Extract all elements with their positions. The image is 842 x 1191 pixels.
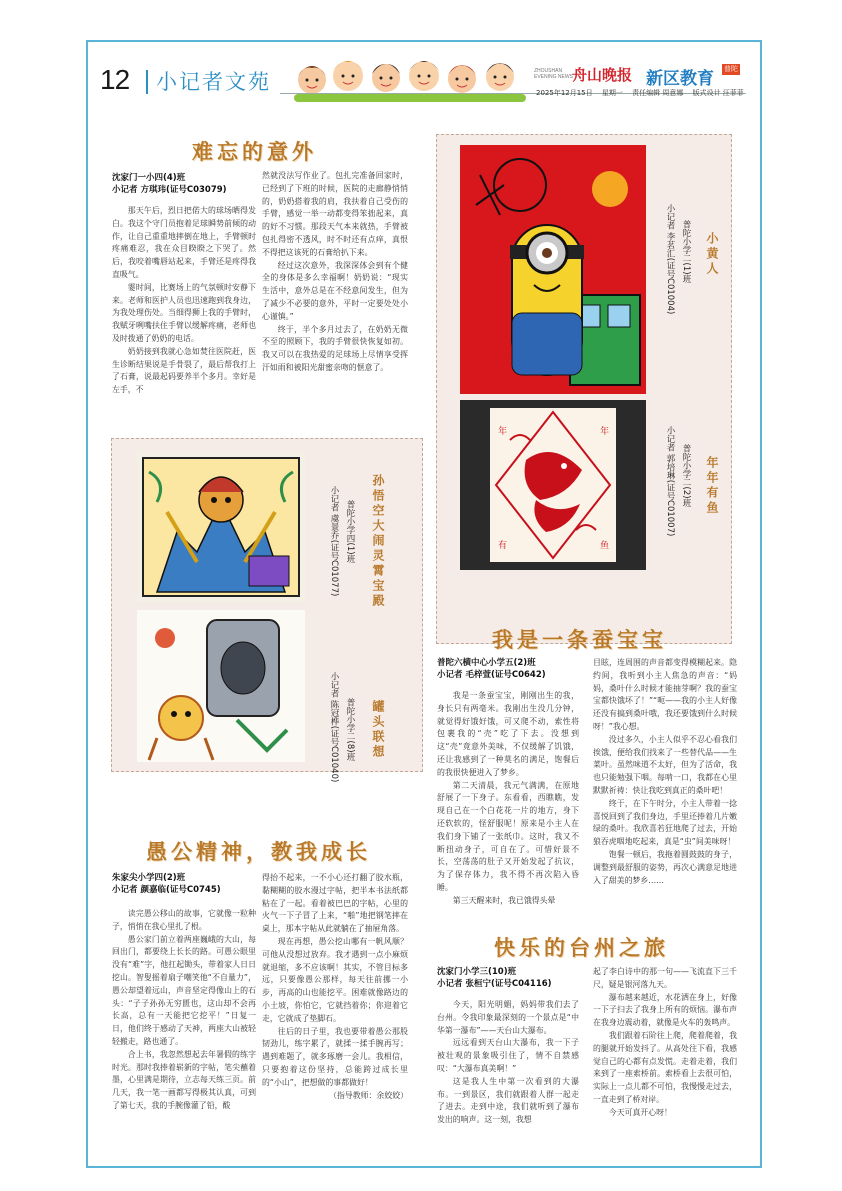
article-byline: 沈家门一小四(4)班 小记者 方琪玮(证号C03079) xyxy=(112,173,227,195)
editor-credit: 责任编辑 周意娜 xyxy=(632,89,684,97)
artwork-reporter: 小记者 李茗汇(证号C01004) xyxy=(665,204,675,315)
article-title: 愚公精神，教我成长 xyxy=(146,839,371,864)
article-body-col2: 得抬不起来，一不小心还打翻了胶水瓶，黏糊糊的胶水漫过字帖，把半本书法纸都粘在了一起。看着被巴巴的字帖，心里的火气一下子冒了上来，“啪”地把钢笔摔在桌上，那本字帖从此就躺在了抽屉角落。 现在再想，愚公挖山哪有一帆风顺？可他从没想过放弃。我才遇到一点小麻烦就退缩，多不应该啊！其实，不管目标多远，只要像愚公那样，每天往前挪一小步，再高的山也能挖平。困难就像路边的小土坡，你怕它，它就挡着你；你迎着它走，它就成了垫脚石。 往后的日子里，我也要带着愚公那股韧劲儿，练字累了，就揉一揉手腕再写；遇到难题了，就多琢磨一会儿。我相信，只要抱着这份坚持，总能跨过成长里的“小山”，把想做的事都做好！ （指导教师：余姣姣） xyxy=(262,872,408,1102)
article-title: 我是一条蚕宝宝 xyxy=(492,627,667,652)
artwork-can-imagination xyxy=(137,610,305,762)
masthead-english: ZHOUSHAN EVENING NEWS xyxy=(534,68,573,80)
issue-meta xyxy=(536,88,751,98)
artwork-title: 孙悟空大闹灵霄宝殿 xyxy=(371,474,385,609)
article-title: 难忘的意外 xyxy=(192,139,317,164)
papercut-corner-char: 鱼 xyxy=(600,541,610,551)
article-title: 快乐的台州之旅 xyxy=(494,935,669,960)
article-body-col1: 我是一条蚕宝宝，刚刚出生的我，身长只有两毫米。我刚出生没几分钟，就觉得好饿好饿，可又爬不动，索性将包裹我的“壳”吃了下去。没想到这“壳”竟意外美味，不仅缓解了饥饿，还让我感到了一种莫名的满足，饱餐后的我很快便进入了梦乡。 第二天清晨，我元气满满，在原地舒展了一下身子。东看看，西瞧瞧，发现自己在一个白花花一片的地方，身下还软软的，怪舒服呢！原来是小主人在我们身下铺了一张纸巾。这时，我又不断扭动身子，可自在了。可惜好景不长，空荡荡的肚子又开始发起了抗议，为了保存体力，我不得不再次陷入昏睡。 第三天醒来时，我已饿得头晕 xyxy=(437,691,579,905)
artwork-school: 普陀小学四(1)班 xyxy=(345,500,355,564)
artwork-title: 罐头联想 xyxy=(371,700,385,760)
issue-weekday: 星期一 xyxy=(601,89,623,97)
artwork-reporter: 小记者 陈冠桦(证号C01040) xyxy=(329,672,339,783)
article-byline: 朱家尖小学四(2)班 小记者 颜嘉临(证号C0745) xyxy=(112,873,221,895)
column-title: 小记者文苑 xyxy=(156,70,271,94)
article-body-col1: 那天午后，烈日把偌大的球场晒得发白。我这个守门员抱着足球瞬势前倾的动作，让自己重重地摔倒在地上，手臂顿时疼痛难忍，我在众目睽睽之下哭了。然后，我咬着嘴唇站起来，手臂还是疼得我直吸气。 霎时间，比赛场上的气氛顿时安静下来。老师和医护人员也迅速跑到我身边，为我处理伤处。当细得狮上我的手臂时，我赋牙咧嘴扶住手臂以缓解疼痛，老师也及时拨通了奶奶的电话。 奶奶接到我就心急如焚往医院赶，医生诊断结果说是手骨裂了，最后帮我打上了石膏，说最起码要养半个多月。幸好是左手，不 xyxy=(112,206,256,395)
teacher-credit: （指导教师：余姣姣） xyxy=(329,1090,408,1100)
children-illustration xyxy=(290,50,530,104)
article-byline: 沈家门小学三(10)班 小记者 张桓宁(证号C04116) xyxy=(437,967,552,989)
article-body-col1: 今天，阳光明媚，妈妈带我们去了台州。令我印象最深刻的一个景点是“中华第一瀑布”——天台山大瀑布。 远远看到天台山大瀑布，我一下子被壮观的景象吸引住了，情不自禁感叹：“大瀑布真美啊！” 这是我人生中第一次看到的大瀑布。一到景区，我们就跟着人群一起走了进去。走到中途，我们就听到了瀑布发出的响声。这一刻，我想 xyxy=(437,1000,579,1125)
papercut-corner-char: 有 xyxy=(498,541,508,551)
artwork-title: 小黄人 xyxy=(705,232,719,277)
papercut-corner-char: 年 xyxy=(498,427,508,437)
artwork-monkey-king xyxy=(137,452,305,602)
artwork-fish-papercut xyxy=(460,400,646,570)
artwork-reporter: 小记者 虞景乔(证号C01077) xyxy=(329,486,339,597)
page-number: 12 xyxy=(100,64,130,95)
article-body-col2: 起了李白诗中的那一句——飞流直下三千尺，疑是银河落九天。 瀑布越来越近，水花洒在身上，好像一下子扫去了我身上所有的烦恼。瀑布声在我身边震动着，就像是火车的轰鸣声。 我们跟着石阶往上爬，爬着爬着，我的腿就开始发抖了。从高处往下看，我感觉自己的心都有点发慌。走着走着，我们来到了一座索桥前。索桥看上去很可怕，实际上一点儿都不可怕，我慢慢走过去，一直走到了桥对岸。 今天可真开心呀！ xyxy=(593,967,737,1117)
artwork-school: 普陀小学二(2)班 xyxy=(681,444,691,508)
masthead-logo: 舟山晚报 xyxy=(572,66,633,84)
designer-credit: 版式设计 汪菲菲 xyxy=(692,89,744,97)
article-byline: 普陀六横中心小学五(2)班 小记者 毛梓萱(证号C0642) xyxy=(437,658,546,680)
artwork-school: 普陀小学二(8)班 xyxy=(345,698,355,762)
artwork-title: 年年有鱼 xyxy=(705,456,719,516)
papercut-corner-char: 年 xyxy=(600,427,610,437)
section-badge: 普陀 xyxy=(724,65,738,73)
section-title: 新区教育 xyxy=(646,69,714,89)
artwork-school: 普陀小学二(1)班 xyxy=(681,220,691,284)
header-divider xyxy=(146,70,148,94)
artwork-reporter: 小记者 郭培琳(证号C01007) xyxy=(665,426,675,537)
issue-date: 2025年12月15日 xyxy=(536,89,593,97)
article-body-col1: 读完愚公移山的故事，它就像一粒种子，悄悄在我心里扎了根。 愚公家门前立着两座巍峨的大山，每回出门，都要绕上长长的路。可愚公眼里没有“难”字，他扛起锄头，带着家人日日挖山。智叟摇着扇子嘲笑他“不自量力”，愚公却望着远山，声音坚定得像山上的石头：“子子孙孙无穷匮也，这山却不会再长高，总有一天能把它挖平！”日复一日，他们终于感动了天神，两座大山被轻轻搬走，路也通了。 合上书，我忽然想起去年暑假的练字时光。那时我捧着崭新的字帖，笔尖蘸着墨，心里满是期待，立志每天练三页。前几天，我一笔一画都写得极其认真，可到了第七天，我的手腕像灌了铅，酸 xyxy=(112,909,256,1110)
artwork-minion xyxy=(460,145,646,394)
article-body-col2: 然就没法写作业了。包扎完准备回家时，已经到了下班的时候，医院的走廊静悄悄的，奶奶搭着我的肩，我扶着自己受伤的手臂，感觉一举一动都变得笨拙起来，真的好不习惯。那段天气本来就热，手臂被包扎得密不透风，时不时还有点痒，真恨不得把这该死的石膏给扒下来。 经过这次意外，我深深体会到有个健全的身体是多么幸福啊！奶奶说：“现实生活中，意外总是在不经意间发生，但为了减少不必要的意外，平时一定要处处小心谨慎。” 终于，半个多月过去了，在奶奶无微不至的照顾下，我的手臂很快恢复如初。我又可以在我热爱的足球场上尽情享受挥汗如雨和被阳光甜蜜亲吻的惬意了。 xyxy=(262,171,408,372)
article-body-col2: 目眩，连周围的声音都变得模糊起来。隐约间，我听到小主人焦急的声音：“妈妈，桑叶什么时候才能抽芽啊？我的蚕宝宝都快饿坏了！”“呃——我的小主人好像还没有搞到桑叶哦，我还要饿到什么时候呀！”我心想。 没过多久，小主人似乎不忍心看我们挨饿，便给我们找来了一些替代品——生菜叶。虽然味道不太好，但为了活命，我也只能勉强下咽。每啃一口，我都在心里默默祈祷：快让我吃到真正的桑叶吧！ 终于，在下午时分，小主人带着一捻喜悦回到了我们身边，手里还捧着几片嫩绿的桑叶。我欣喜若狂地爬了过去，开始狼吞虎咽地吃起来，真是“虫”间美味呀！ 饱餐一顿后，我拖着圆鼓鼓的身子，调整到最舒服的姿势，再次心满意足地进入了甜美的梦乡…… xyxy=(593,658,737,885)
